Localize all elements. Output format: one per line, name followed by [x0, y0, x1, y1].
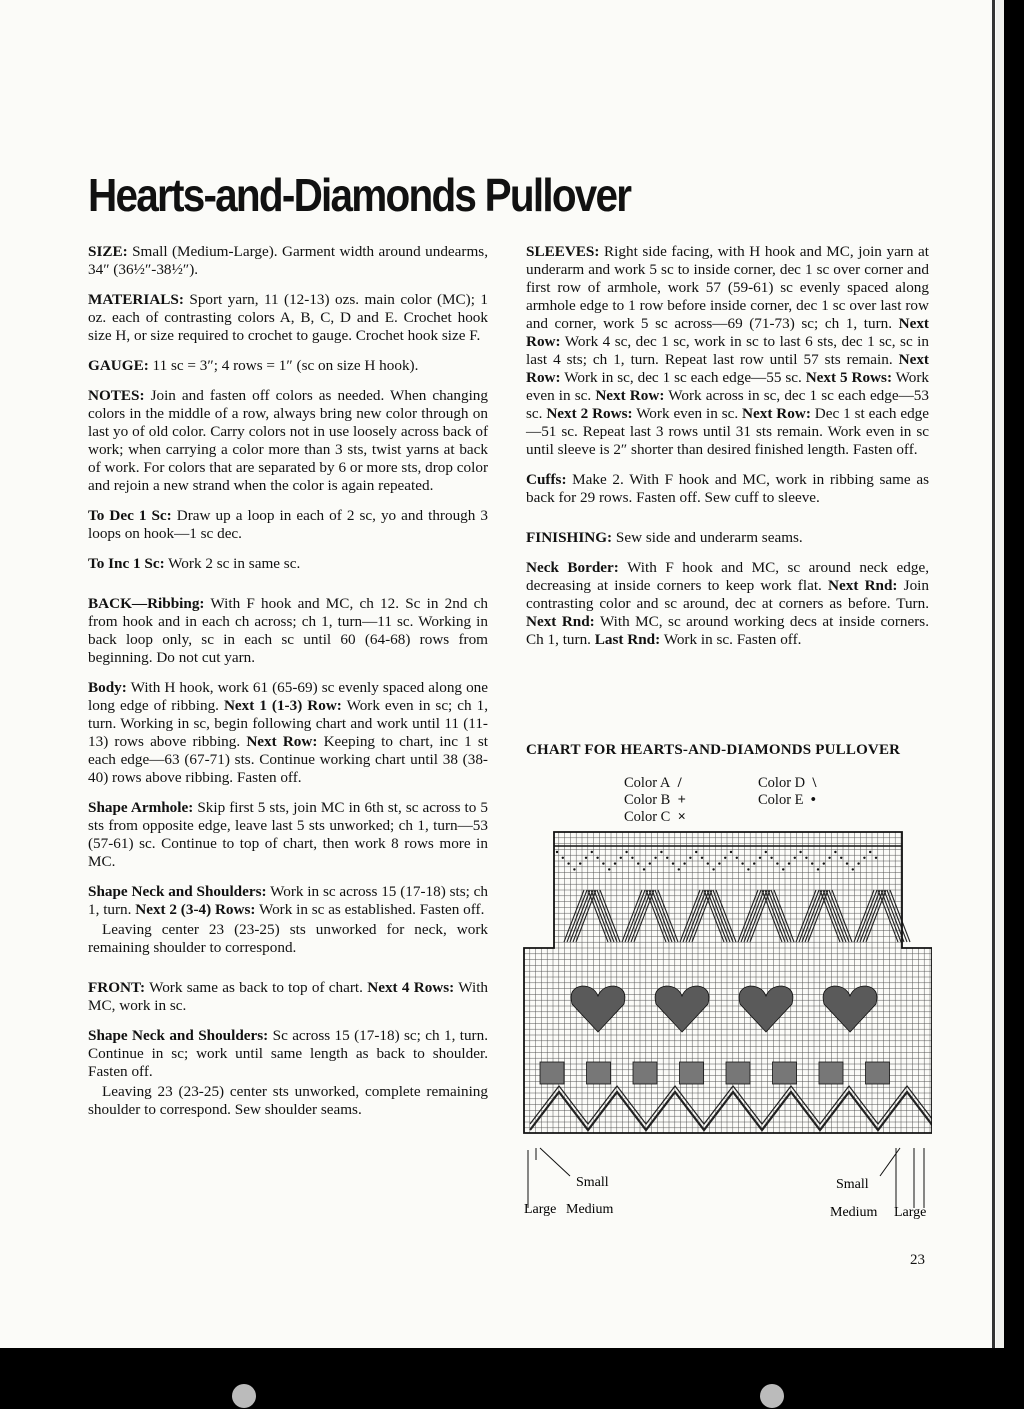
- color-e-symbol: •: [810, 792, 816, 808]
- stitch-mark-dot: [683, 862, 685, 864]
- inc-paragraph: To Inc 1 Sc: Work 2 sc in same sc.: [88, 555, 301, 572]
- backslash-stitch: [649, 890, 669, 942]
- binder-screw-icon: [232, 1384, 256, 1408]
- stitch-mark-dot: [834, 851, 836, 853]
- stitch-mark-dot: [637, 862, 639, 864]
- stitch-mark-dot: [643, 868, 645, 870]
- page-margin: [996, 0, 1004, 1348]
- neck-border-paragraph: Neck Border: With F hook and MC, sc around neck edge, decreasing at inside corners to keep work flat. Next Rnd: Join contrasting color and sc around, dec at corners as before. Turn. Next Rnd: With MC, sc around working decs at inside corners. Ch 1, turn. Last Rnd: Work in sc. Fasten off.: [526, 559, 930, 648]
- pattern-chart: [520, 830, 932, 1230]
- backslash-stitch: [771, 890, 791, 942]
- backslash-stitch: [707, 890, 727, 942]
- materials-paragraph: MATERIALS: Sport yarn, 11 (12-13) ozs. main color (MC); 1 oz. each of contrasting colors A, B, C, D and E. Crochet hook size H, or size required to crochet to gauge. Crochet hook size F.: [88, 291, 488, 344]
- slash-stitch: [567, 890, 587, 942]
- gauge-paragraph: GAUGE: 11 sc = 3″; 4 rows = 1″ (sc on size H hook).: [88, 357, 419, 374]
- color-a-symbol: /: [677, 775, 682, 791]
- slash-stitch: [738, 890, 758, 942]
- back-ribbing-paragraph: BACK—Ribbing: With F hook and MC, ch 12. Sc in 2nd ch from hook and in each ch across; ch 1, turn—11 sc. Working in back loop only, sc in each sc until 60 (64-68) rows from beginning. Do not cut yarn.: [88, 595, 488, 666]
- left-column: [88, 243, 488, 1131]
- legend-item-color-e: Color E •: [758, 792, 816, 808]
- label-large-left: Large: [524, 1202, 557, 1217]
- stitch-mark-dot: [828, 857, 830, 859]
- body-paragraph: Body: With H hook, work 61 (65-69) sc evenly spaced along one long edge of ribbing. Next 1 (1-3) Row: Work even in sc; ch 1, turn. Working in sc, begin following chart and work until 11 (11-13) rows above ribbing. Next Row: Keeping to chart, inc 1 st each edge—63 (67-71) sts. Continue working chart until 38 (38-40) rows above ribbing. Fasten off.: [88, 679, 488, 786]
- block-motif: [726, 1062, 750, 1084]
- slash-stitch: [799, 890, 819, 942]
- cuffs-paragraph: Cuffs: Make 2. With F hook and MC, work in ribbing same as back for 29 rows. Fasten off. Sew cuff to sleeve.: [526, 471, 929, 506]
- stitch-mark-dot: [782, 868, 784, 870]
- stitch-mark-dot: [573, 868, 575, 870]
- stitch-mark-dot: [562, 857, 564, 859]
- shape-armhole-paragraph: Shape Armhole: Skip first 5 sts, join MC in 6th st, sc across to 5 sts from opposite edge, leave last 5 sts unworked; ch 1, turn—53 (57-61) sc. Continue to top of chart, then work 8 rows more in MC.: [88, 799, 488, 870]
- stitch-mark-dot: [666, 857, 668, 859]
- chart-title: CHART FOR HEARTS-AND-DIAMONDS PULLOVER: [526, 742, 901, 758]
- stitch-mark-dot: [608, 868, 610, 870]
- size-paragraph: SIZE: Small (Medium-Large). Garment width around undearms, 34″ (36½″-38½″).: [88, 243, 488, 278]
- legend-item-color-b: Color B +: [624, 792, 686, 808]
- slash-stitch: [750, 890, 770, 942]
- stitch-mark-dot: [759, 857, 761, 859]
- bottom-zigzag: [530, 1092, 932, 1130]
- slash-stitch: [683, 890, 703, 942]
- backslash-stitch: [887, 890, 907, 942]
- stitch-mark-dot: [753, 862, 755, 864]
- color-d-symbol: \: [812, 775, 817, 791]
- stitch-mark-dot: [620, 857, 622, 859]
- shape-neck-back-paragraph: Shape Neck and Shoulders: Work in sc across 15 (17-18) sts; ch 1, turn. Next 2 (3-4) Rows: Work in sc as established. Fasten off.: [88, 883, 488, 918]
- slash-stitch: [741, 890, 761, 942]
- stitch-mark-dot: [823, 862, 825, 864]
- stitch-mark-dot: [765, 851, 767, 853]
- block-motif: [633, 1062, 657, 1084]
- stitch-mark-dot: [770, 857, 772, 859]
- chart-motifs: [530, 851, 932, 1130]
- size-marker-line: [880, 1148, 900, 1176]
- sleeves-paragraph: SLEEVES: Right side facing, with H hook and MC, join yarn at underarm and work 5 sc to inside corner, dec 1 sc over corner and first row of armhole, work 57 (59-61) sc evenly spaced along armhole edge to 1 row before inside corner, dec 1 sc over last row and corner, work 5 sc across—69 (71-73) sc; ch 1, turn. Next Row: Work 4 sc, dec 1 sc, work in sc to last 6 sts, dec 1 sc, sc in last 4 sts; ch 1, turn. Repeat last row until 57 sts remain. Next Row: Work in sc, dec 1 sc each edge—55 sc. Next 5 Rows: Work even in sc. Next Row: Work across in sc, dec 1 sc each edge—53 sc. Next 2 Rows: Work even in sc. Next Row: Dec 1 st each edge—51 sc. Repeat last 3 rows until 31 sts remain. Work even in sc until sleeve is 2″ shorter than desired finished length. Fasten off.: [526, 243, 930, 458]
- stitch-mark-dot: [736, 857, 738, 859]
- slash-stitch: [628, 890, 648, 942]
- slash-stitch: [564, 890, 584, 942]
- stitch-mark-dot: [846, 862, 848, 864]
- stitch-mark-dot: [869, 851, 871, 853]
- slash-stitch: [622, 890, 642, 942]
- backslash-stitch: [881, 890, 901, 942]
- stitch-mark-dot: [857, 862, 859, 864]
- stitch-mark-dot: [695, 851, 697, 853]
- slash-stitch: [854, 890, 874, 942]
- label-medium-right: Medium: [830, 1205, 878, 1220]
- stitch-mark-dot: [811, 862, 813, 864]
- label-small-right: Small: [836, 1177, 869, 1192]
- stitch-mark-dot: [649, 862, 651, 864]
- backslash-stitch: [829, 890, 849, 942]
- stitch-mark-dot: [875, 857, 877, 859]
- slash-stitch: [625, 890, 645, 942]
- chart-outline: [524, 832, 932, 1208]
- color-c-symbol: ×: [677, 809, 686, 825]
- stitch-mark-dot: [678, 868, 680, 870]
- legend-item-color-a: Color A /: [624, 775, 682, 791]
- stitch-mark-dot: [707, 862, 709, 864]
- front-paragraph: FRONT: Work same as back to top of chart. Next 4 Rows: With MC, work in sc.: [88, 979, 489, 1014]
- size-marker-line: [540, 1148, 570, 1176]
- slash-stitch: [634, 890, 654, 942]
- stitch-mark-dot: [631, 857, 633, 859]
- stitch-mark-dot: [602, 862, 604, 864]
- finishing-paragraph: FINISHING: Sew side and underarm seams.: [526, 529, 803, 546]
- block-motif: [819, 1062, 843, 1084]
- stitch-mark-dot: [660, 851, 662, 853]
- slash-stitch: [808, 890, 828, 942]
- page-title: Hearts-and-Diamonds Pullover: [88, 169, 631, 221]
- backslash-stitch: [597, 890, 617, 942]
- stitch-mark-dot: [712, 868, 714, 870]
- stitch-mark-dot: [730, 851, 732, 853]
- legend-right: [758, 775, 816, 809]
- slash-stitch: [692, 890, 712, 942]
- backslash-stitch: [591, 890, 611, 942]
- legend-left: [624, 775, 686, 826]
- backslash-stitch: [713, 890, 733, 942]
- stitch-mark-dot: [625, 851, 627, 853]
- stitch-mark-dot: [741, 862, 743, 864]
- stitch-mark-dot: [672, 862, 674, 864]
- color-b-symbol: +: [677, 792, 686, 808]
- stitch-mark-dot: [556, 851, 558, 853]
- stitch-mark-dot: [776, 862, 778, 864]
- leaving-23-paragraph: Leaving 23 (23-25) center sts unworked, complete remaining shoulder to correspond. Sew shoulder seams.: [88, 1083, 488, 1118]
- block-motif: [540, 1062, 564, 1084]
- slash-stitch: [576, 890, 596, 942]
- backslash-stitch: [765, 890, 785, 942]
- leaving-center-paragraph: Leaving center 23 (23-25) sts unworked for neck, work remaining shoulder to correspond.: [88, 921, 488, 956]
- stitch-mark-dot: [747, 868, 749, 870]
- stitch-mark-dot: [799, 851, 801, 853]
- stitch-mark-dot: [701, 857, 703, 859]
- block-motif: [773, 1062, 797, 1084]
- chart-border: [524, 832, 932, 1133]
- label-large-right: Large: [894, 1205, 927, 1220]
- label-small-left: Small: [576, 1175, 609, 1190]
- stitch-mark-dot: [852, 868, 854, 870]
- slash-stitch: [857, 890, 877, 942]
- slash-stitch: [686, 890, 706, 942]
- block-motif: [587, 1062, 611, 1084]
- slash-stitch: [744, 890, 764, 942]
- slash-stitch: [866, 890, 886, 942]
- slash-stitch: [802, 890, 822, 942]
- binder-screw-icon: [760, 1384, 784, 1408]
- stitch-mark-dot: [591, 851, 593, 853]
- stitch-mark-dot: [596, 857, 598, 859]
- legend-item-color-c: Color C ×: [624, 809, 686, 825]
- block-motif: [680, 1062, 704, 1084]
- stitch-mark-dot: [567, 862, 569, 864]
- stitch-mark-dot: [718, 862, 720, 864]
- stitch-mark-dot: [689, 857, 691, 859]
- page-number: 23: [910, 1252, 925, 1268]
- right-column: [526, 243, 929, 661]
- dec-paragraph: To Dec 1 Sc: Draw up a loop in each of 2 sc, yo and through 3 loops on hook—1 sc dec.: [88, 507, 488, 542]
- stitch-mark-dot: [805, 857, 807, 859]
- stitch-mark-dot: [585, 857, 587, 859]
- backslash-stitch: [655, 890, 675, 942]
- backslash-stitch: [890, 890, 910, 942]
- stitch-mark-dot: [654, 857, 656, 859]
- stitch-mark-dot: [863, 857, 865, 859]
- block-motif: [866, 1062, 890, 1084]
- stitch-mark-dot: [817, 868, 819, 870]
- stitch-mark-dot: [724, 857, 726, 859]
- slash-stitch: [680, 890, 700, 942]
- backslash-stitch: [823, 890, 843, 942]
- slash-stitch: [796, 890, 816, 942]
- shape-neck-front-paragraph: Shape Neck and Shoulders: Sc across 15 (17-18) sc; ch 1, turn. Continue in sc; work until same length as back to shoulder. Fasten off.: [88, 1027, 489, 1080]
- page-edge: [992, 0, 995, 1348]
- stitch-mark-dot: [788, 862, 790, 864]
- stitch-mark-dot: [794, 857, 796, 859]
- notes-paragraph: NOTES: Join and fasten off colors as needed. When changing colors in the middle of a row, always bring new color through on last yo of old color. Carry colors not in use loosely across back of work; when carrying a color more than 3 sts, twist yarns at back of work. For colors that are separated by 6 or more sts, drop color and rejoin a new strand when the color is again repeated.: [88, 387, 488, 494]
- legend-item-color-d: Color D \: [758, 775, 817, 791]
- stitch-mark-dot: [579, 862, 581, 864]
- stitch-mark-dot: [840, 857, 842, 859]
- label-medium-left: Medium: [566, 1202, 614, 1217]
- slash-stitch: [570, 890, 590, 942]
- stitch-mark-dot: [614, 862, 616, 864]
- chart-grid: [524, 832, 932, 1133]
- slash-stitch: [860, 890, 880, 942]
- bottom-zigzag-inner: [530, 1086, 932, 1124]
